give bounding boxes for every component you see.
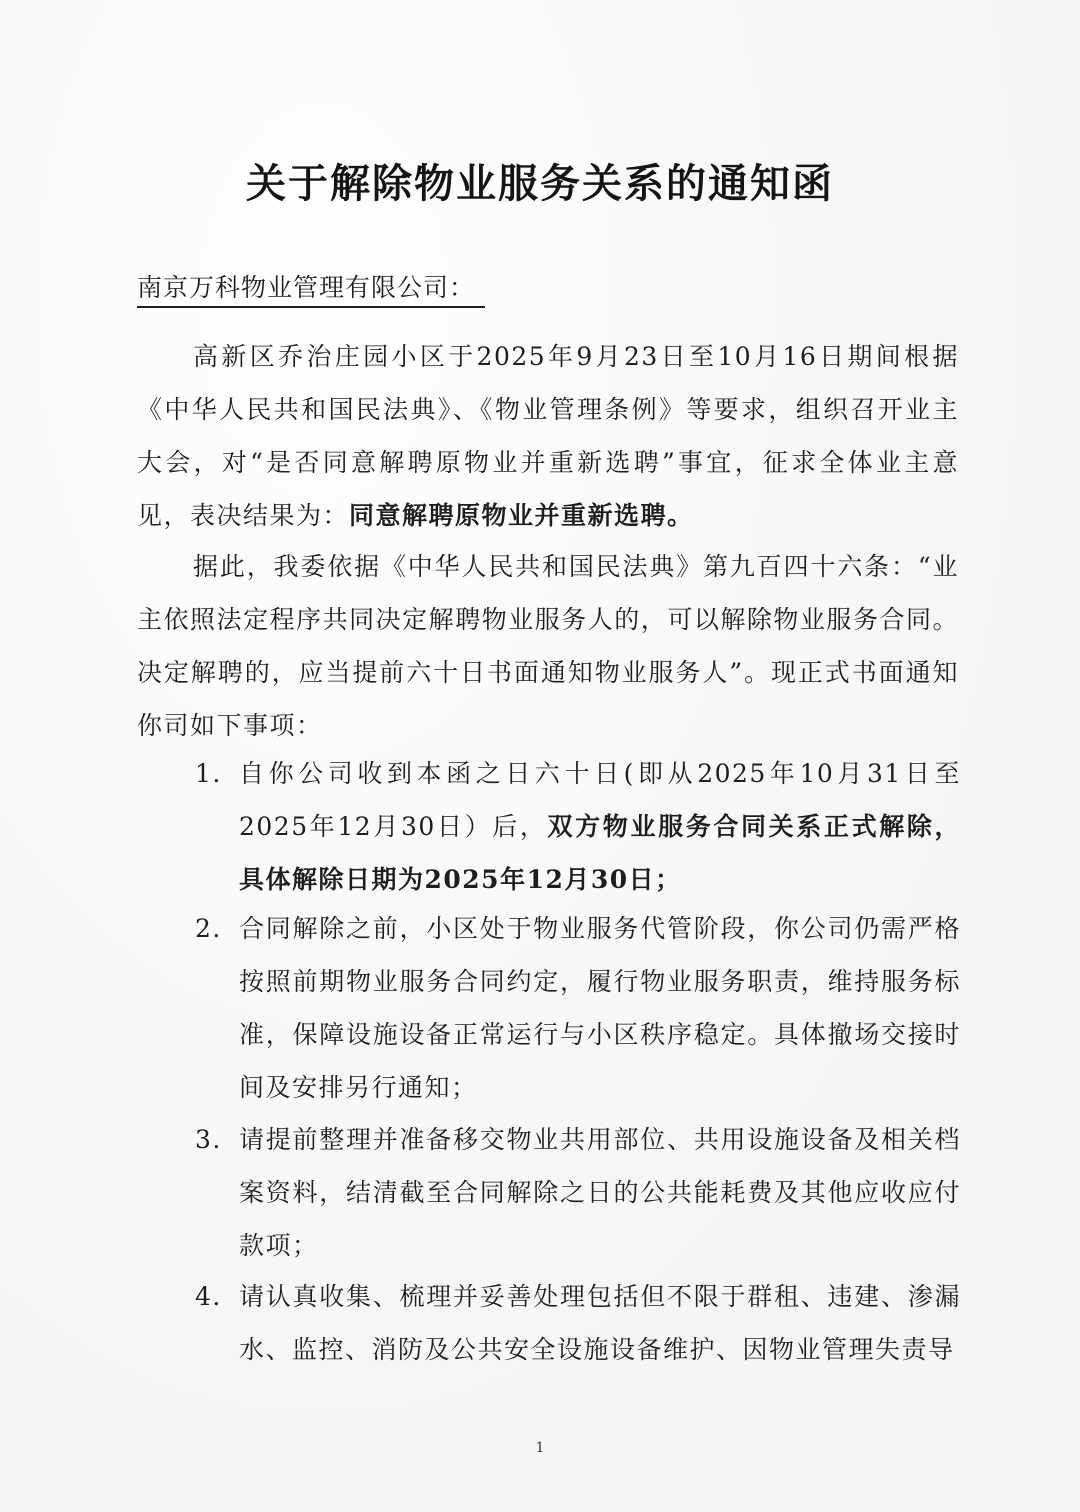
list-item-number: 4. (195, 1282, 222, 1311)
list-item-number: 2. (195, 914, 222, 943)
list-item (195, 1113, 961, 1272)
vote-result: 同意解聘原物业并重新选聘。 (349, 501, 694, 530)
addressee: 南京万科物业管理有限公司： (137, 268, 485, 308)
list-item (195, 747, 961, 906)
list-item-text: 请提前整理并准备移交物业共用部位、共用设施设备及相关档案资料，结清截至合同解除之日的公共能耗费及其他应收应付款项； (239, 1125, 961, 1260)
page-number: 1 (535, 1440, 545, 1456)
list-item-emphasis: 双方物业服务合同关系正式解除，具体解除日期为2025年12月30日； (239, 812, 961, 894)
list-item-text: 合同解除之前，小区处于物业服务代管阶段，你公司仍需严格按照前期物业服务合同约定，履行物业服务职责，维持服务标准，保障设施设备正常运行与小区秩序稳定。具体撤场交接时间及安排另行通知； (239, 914, 961, 1102)
paragraph-legal-basis (137, 540, 959, 752)
paragraph-meeting-result (137, 330, 959, 542)
list-item-text: 请认真收集、梳理并妥善处理包括但不限于群租、违建、渗漏水、监控、消防及公共安全设施设备维护、因物业管理失责导 (239, 1282, 961, 1364)
list-item-number: 1. (195, 759, 222, 788)
list-item (195, 902, 961, 1114)
paragraph-text: 据此，我委依据《中华人民共和国民法典》第九百四十六条：“业主依照法定程序共同决定解聘物业服务人的，可以解除物业服务合同。决定解聘的，应当提前六十日书面通知物业服务人”。现正式书面通知你司如下事项： (137, 552, 959, 740)
list-item-text: 自你公司收到本函之日六十日(即从2025年10月31日至2025年12月30日）后， (239, 759, 961, 841)
paragraph-text: 高新区乔治庄园小区于2025年9月23日至10月16日期间根据《中华人民共和国民法典》、《物业管理条例》等要求，组织召开业主大会，对“是否同意解聘原物业并重新选聘”事宜，征求全体业主意见，表决结果为： (137, 342, 959, 530)
document-title: 关于解除物业服务关系的通知函 (246, 161, 834, 207)
list-item (195, 1270, 961, 1376)
list-item-number: 3. (195, 1125, 222, 1154)
